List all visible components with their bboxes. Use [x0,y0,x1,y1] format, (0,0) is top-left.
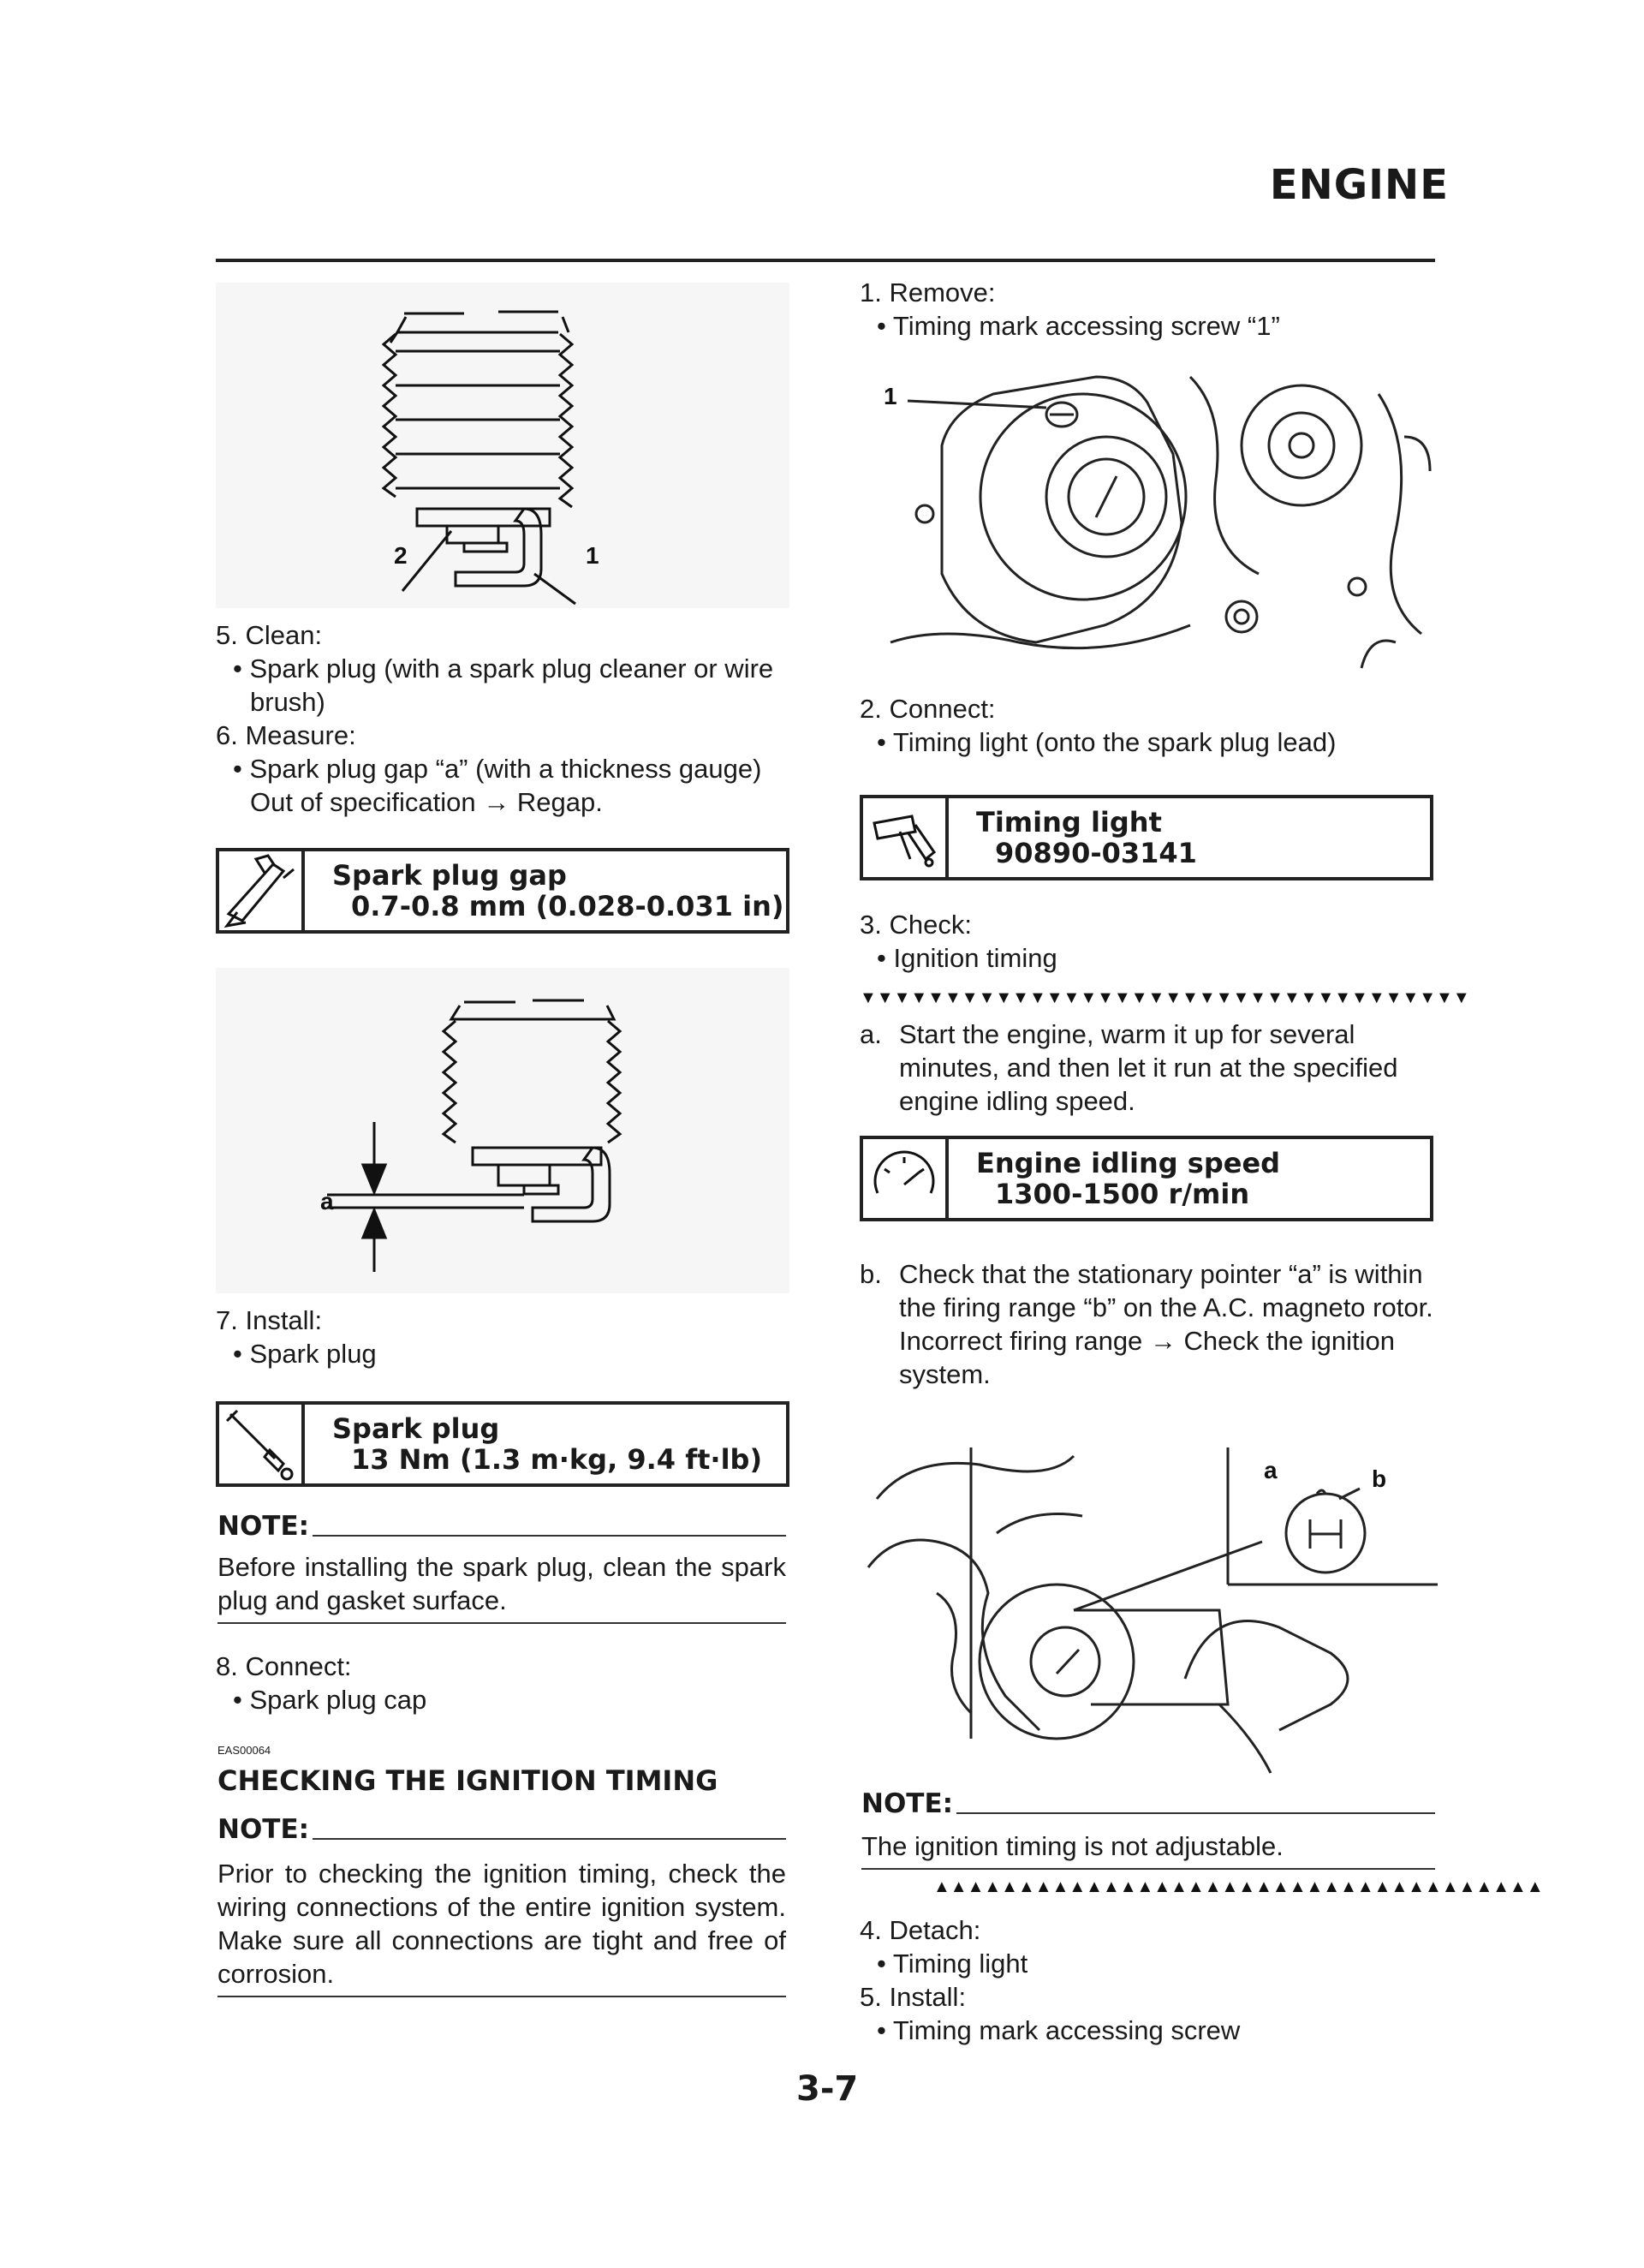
section-title: CHECKING THE IGNITION TIMING [217,1764,718,1797]
fig4-label-b: b [1372,1465,1387,1492]
substep-b-label: b. [860,1259,882,1289]
spec-gap-value: 0.7-0.8 mm (0.028-0.031 in) [351,890,784,922]
spark-plug-figure [216,283,789,608]
step-5-bullet: • Spark plug (with a spark plug cleaner or wire [233,654,774,683]
right-steps-4-5 [860,1913,1442,2047]
step-5-clean: 5. Clean: [216,620,323,650]
page-header-title: ENGINE [1269,161,1449,209]
step-2-bullet: • Timing light (onto the spark plug lead) [877,727,1337,757]
spec-idle-title: Engine idling speed [976,1147,1281,1179]
spec-box-spark-plug-gap [216,848,789,934]
right-step-3 [860,908,1442,975]
step-6-measure: 6. Measure: [216,720,356,750]
note-3-heading: NOTE: [861,1788,954,1819]
note-1 [217,1511,786,1624]
step-6-bullet: • Spark plug gap “a” (with a thickness gauge) [233,754,762,784]
step-5-bullet-right: • Timing mark accessing screw [877,2015,1241,2045]
step-8-bullet: • Spark plug cap [233,1685,427,1715]
substep-a [860,1018,1442,1118]
right-step-1 [860,276,1442,343]
step-7-install: 7. Install: [216,1305,323,1335]
step-6-bullet-cont: Out of specification → Regap. [250,787,603,817]
end-marker-triangles: ▲▲▲▲▲▲▲▲▲▲▲▲▲▲▲▲▲▲▲▲▲▲▲▲▲▲▲▲▲▲▲▲▲▲▲▲ [933,1877,1544,1896]
step-4-detach: 4. Detach: [860,1915,981,1945]
substep-a-label: a. [860,1019,882,1049]
start-marker-triangles: ▼▼▼▼▼▼▼▼▼▼▼▼▼▼▼▼▼▼▼▼▼▼▼▼▼▼▼▼▼▼▼▼▼▼▼▼ [860,988,1470,1007]
step-2-connect: 2. Connect: [860,694,996,724]
note-2 [217,1814,786,1997]
doc-code: EAS00064 [217,1744,271,1757]
step-5-install-right: 5. Install: [860,1982,967,2012]
note-1-body: Before installing the spark plug, clean the spark plug and gasket surface. [217,1550,786,1624]
spec-plug-value: 13 Nm (1.3 m·kg, 9.4 ft·lb) [351,1443,763,1476]
note-3-body: The ignition timing is not adjustable. [861,1829,1435,1870]
spec-box-timing-light [860,795,1433,880]
step-5-bullet-cont: brush) [250,687,325,717]
timing-light-icon [863,798,949,877]
engine-cover-figure [882,360,1447,685]
spark-plug-gap-figure [216,968,789,1293]
fig4-label-a: a [1264,1457,1278,1483]
fig1-label-2: 2 [394,542,408,569]
step-3-bullet: • Ignition timing [877,943,1057,973]
fig3-label-1: 1 [884,383,897,409]
step-7-bullet: • Spark plug [233,1339,377,1369]
spec-idle-value: 1300-1500 r/min [995,1178,1250,1210]
step-8-connect: 8. Connect: [216,1651,352,1681]
spec-plug-title: Spark plug [332,1412,500,1445]
note-2-body: Prior to checking the ignition timing, check the wiring connections of the entire ignition system. Make sure all connections are tight and free of corrosion. [217,1857,786,1997]
step-1-remove: 1. Remove: [860,278,996,307]
page-number: 3-7 [796,2069,859,2109]
spec-box-idling-speed [860,1136,1433,1221]
note-3 [861,1788,1435,1870]
left-steps-5-6 [216,618,807,819]
timing-check-figure [860,1447,1442,1773]
substep-a-text: Start the engine, warm it up for several minutes, and then let it run at the specified engine idling speed. [899,1019,1398,1116]
left-step-7 [216,1304,807,1370]
spec-light-title: Timing light [976,806,1162,839]
right-step-2 [860,692,1442,759]
step-3-check: 3. Check: [860,910,972,940]
left-step-8 [216,1650,807,1716]
spec-box-spark-plug-torque [216,1401,789,1487]
substep-b [860,1257,1442,1391]
note-1-heading: NOTE: [217,1511,310,1542]
header-rule [216,259,1435,262]
note-2-heading: NOTE: [217,1814,310,1845]
caliper-icon [219,851,305,930]
torque-wrench-icon [219,1405,305,1483]
substep-b-text2: Incorrect firing range → Check the ignition system. [899,1326,1395,1389]
spec-gap-title: Spark plug gap [332,859,567,892]
step-4-bullet: • Timing light [877,1949,1028,1979]
substep-b-text: Check that the stationary pointer “a” is within the firing range “b” on the A.C. magneto rotor. [899,1259,1433,1322]
fig2-label-a: a [320,1188,334,1215]
spec-light-value: 90890-03141 [995,837,1197,869]
tachometer-icon [863,1139,949,1218]
fig1-label-1: 1 [586,542,599,569]
step-1-bullet: • Timing mark accessing screw “1” [877,311,1280,341]
